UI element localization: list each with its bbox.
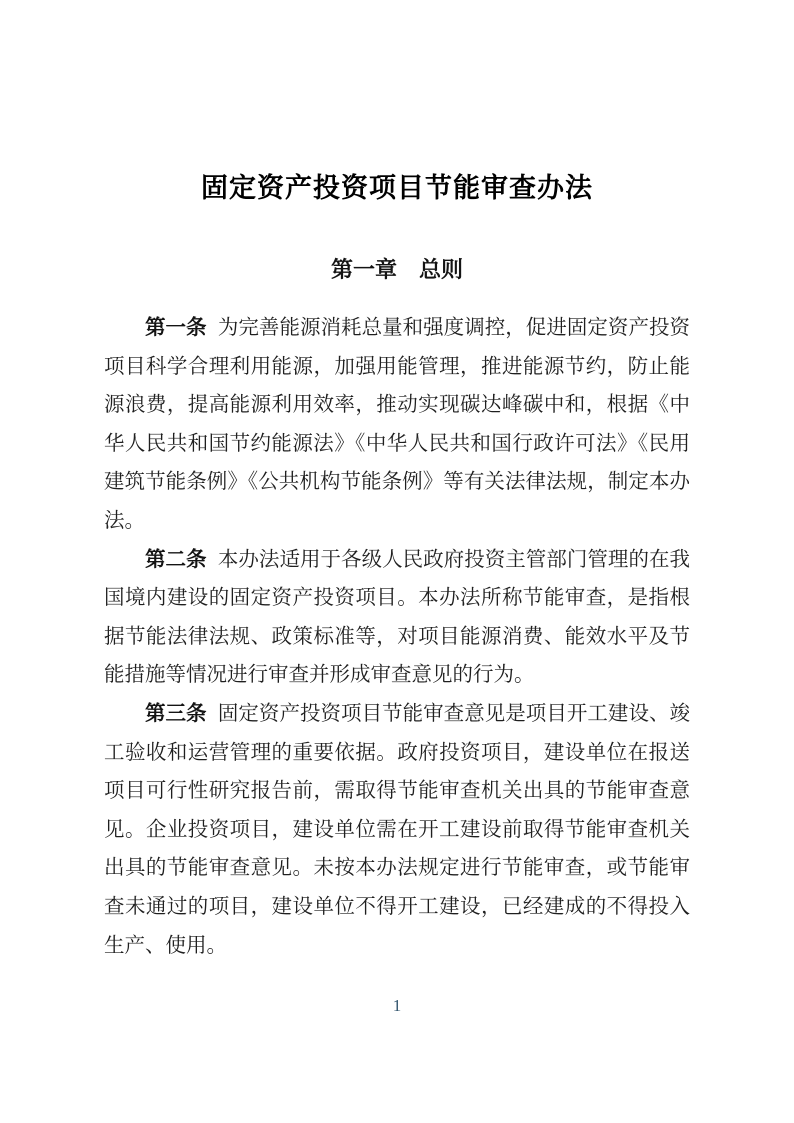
article-label: 第三条 xyxy=(145,701,207,725)
document-body xyxy=(104,309,690,965)
article-paragraph xyxy=(104,309,690,541)
article-text: 为完善能源消耗总量和强度调控，促进固定资产投资项目科学合理利用能源，加强用能管理，推进能源节约，防止能源浪费，提高能源利用效率，推动实现碳达峰碳中和，根据《中华人民共和国节约能源法》《中华人民共和国行政许可法》《民用建筑节能条例》《公共机构节能条例》等有关法律法规，制定本办法。 xyxy=(104,317,691,532)
page-number: 1 xyxy=(392,996,402,1015)
article-paragraph xyxy=(104,541,690,695)
chapter-heading: 第一章 总则 xyxy=(330,257,463,282)
article-label: 第二条 xyxy=(145,547,207,571)
article-label: 第一条 xyxy=(145,316,207,339)
article-paragraph xyxy=(104,695,690,965)
article-text: 本办法适用于各级人民政府投资主管部门管理的在我国境内建设的固定资产投资项目。本办法所称节能审查，是指根据节能法律法规、政策标准等，对项目能源消费、能效水平及节能措施等情况进行审查并形成审查意见的行为。 xyxy=(104,548,691,687)
document-title: 固定资产投资项目节能审查办法 xyxy=(201,173,593,203)
article-text: 固定资产投资项目节能审查意见是项目开工建设、竣工验收和运营管理的重要依据。政府投资项目，建设单位在报送项目可行性研究报告前，需取得节能审查机关出具的节能审查意见。企业投资项目，建设单位需在开工建设前取得节能审查机关出具的节能审查意见。未按本办法规定进行节能审查，或节能审查未通过的项目，建设单位不得开工建设，已经建成的不得投入生产、使用。 xyxy=(104,702,691,957)
